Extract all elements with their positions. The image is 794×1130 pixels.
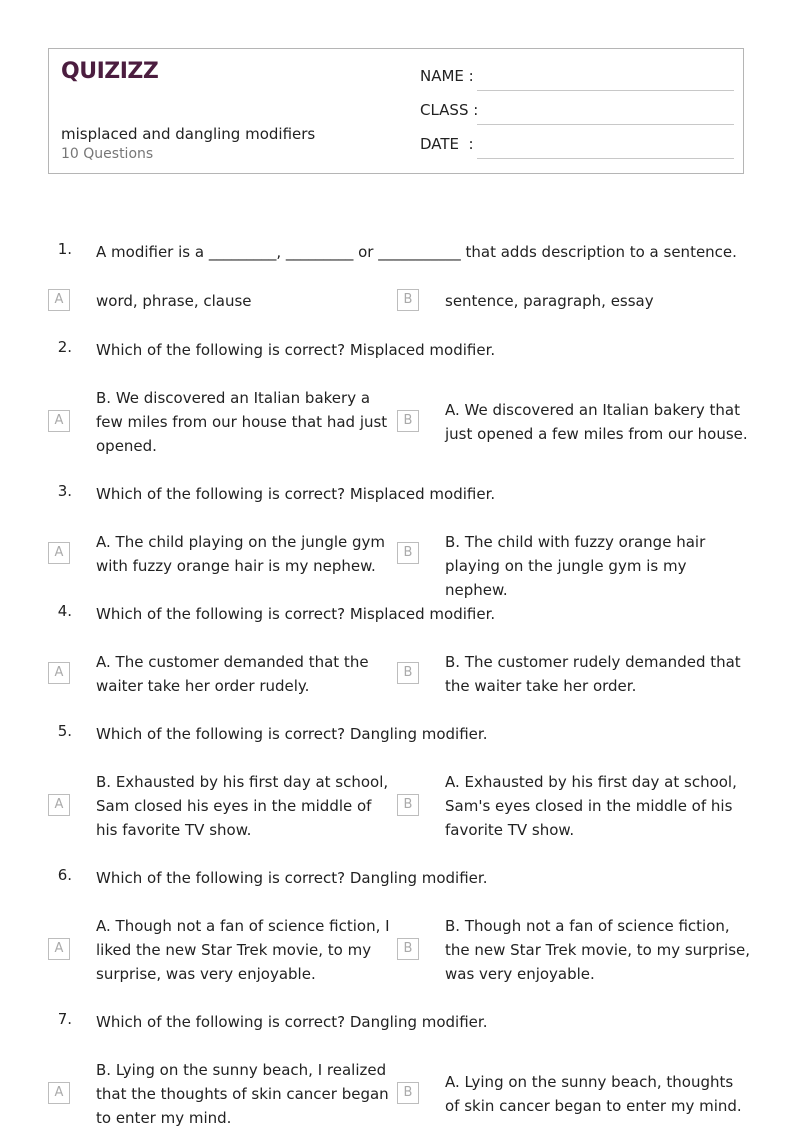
question-number: 1. (57, 240, 72, 258)
option-a-text: A. Though not a fan of science fiction, I liked the new Star Trek movie, to my surprise, was very enjoyable. (96, 917, 390, 983)
name-label: NAME : (420, 67, 474, 85)
question-text: A modifier is a _________, _________ or ___________ that adds description to a sentence. (96, 243, 737, 261)
name-line (477, 90, 734, 91)
date-line (477, 158, 734, 159)
option-a-checkbox[interactable]: A (48, 1082, 70, 1104)
question-text: Which of the following is correct? Misplaced modifier. (96, 485, 496, 503)
question-number: 7. (57, 1010, 72, 1028)
option-a-text: B. Lying on the sunny beach, I realized that the thoughts of skin cancer began to enter my mind. (96, 1061, 389, 1127)
option-b-checkbox[interactable]: B (397, 794, 419, 816)
option-a-checkbox[interactable]: A (48, 289, 70, 311)
option-b-text: A. Lying on the sunny beach, thoughts of skin cancer began to enter my mind. (445, 1073, 742, 1115)
class-line (477, 124, 734, 125)
class-field[interactable] (420, 101, 734, 125)
option-b-text: sentence, paragraph, essay (445, 292, 654, 310)
question-number: 2. (57, 338, 72, 356)
option-b-text: B. The child with fuzzy orange hair playing on the jungle gym is my nephew. (445, 533, 706, 599)
option-a-checkbox[interactable]: A (48, 410, 70, 432)
quizizz-logo: QUIZIZZ (61, 59, 159, 84)
option-a-text: A. The child playing on the jungle gym with fuzzy orange hair is my nephew. (96, 533, 386, 575)
question-number: 3. (57, 482, 72, 500)
name-field[interactable] (420, 67, 734, 91)
option-a-checkbox[interactable]: A (48, 662, 70, 684)
class-label: CLASS : (420, 101, 479, 119)
option-b-checkbox[interactable]: B (397, 410, 419, 432)
date-field[interactable] (420, 135, 734, 159)
worksheet-header (48, 48, 744, 174)
question-count: 10 Questions (61, 146, 154, 162)
worksheet-title: misplaced and dangling modifiers (61, 125, 316, 143)
date-label: DATE : (420, 135, 474, 153)
option-a-checkbox[interactable]: A (48, 794, 70, 816)
question-text: Which of the following is correct? Misplaced modifier. (96, 341, 496, 359)
option-b-text: A. We discovered an Italian bakery that just opened a few miles from our house. (445, 401, 748, 443)
option-b-checkbox[interactable]: B (397, 938, 419, 960)
question-text: Which of the following is correct? Misplaced modifier. (96, 605, 496, 623)
question-text: Which of the following is correct? Dangling modifier. (96, 869, 488, 887)
question-number: 4. (57, 602, 72, 620)
option-a-checkbox[interactable]: A (48, 938, 70, 960)
option-a-text: A. The customer demanded that the waiter take her order rudely. (96, 653, 369, 695)
question-text: Which of the following is correct? Dangling modifier. (96, 1013, 488, 1031)
option-b-checkbox[interactable]: B (397, 289, 419, 311)
option-a-text: B. Exhausted by his first day at school, Sam closed his eyes in the middle of his favorite TV show. (96, 773, 389, 839)
option-a-text: B. We discovered an Italian bakery a few miles from our house that had just opened. (96, 389, 388, 455)
option-a-text: word, phrase, clause (96, 292, 252, 310)
question-number: 6. (57, 866, 72, 884)
option-b-text: B. The customer rudely demanded that the waiter take her order. (445, 653, 741, 695)
option-b-text: B. Though not a fan of science fiction, the new Star Trek movie, to my surprise, was very enjoyable. (445, 917, 751, 983)
option-b-checkbox[interactable]: B (397, 1082, 419, 1104)
question-number: 5. (57, 722, 72, 740)
option-a-checkbox[interactable]: A (48, 542, 70, 564)
option-b-checkbox[interactable]: B (397, 542, 419, 564)
option-b-text: A. Exhausted by his first day at school, Sam's eyes closed in the middle of his favorite TV show. (445, 773, 737, 839)
option-b-checkbox[interactable]: B (397, 662, 419, 684)
question-text: Which of the following is correct? Dangling modifier. (96, 725, 488, 743)
